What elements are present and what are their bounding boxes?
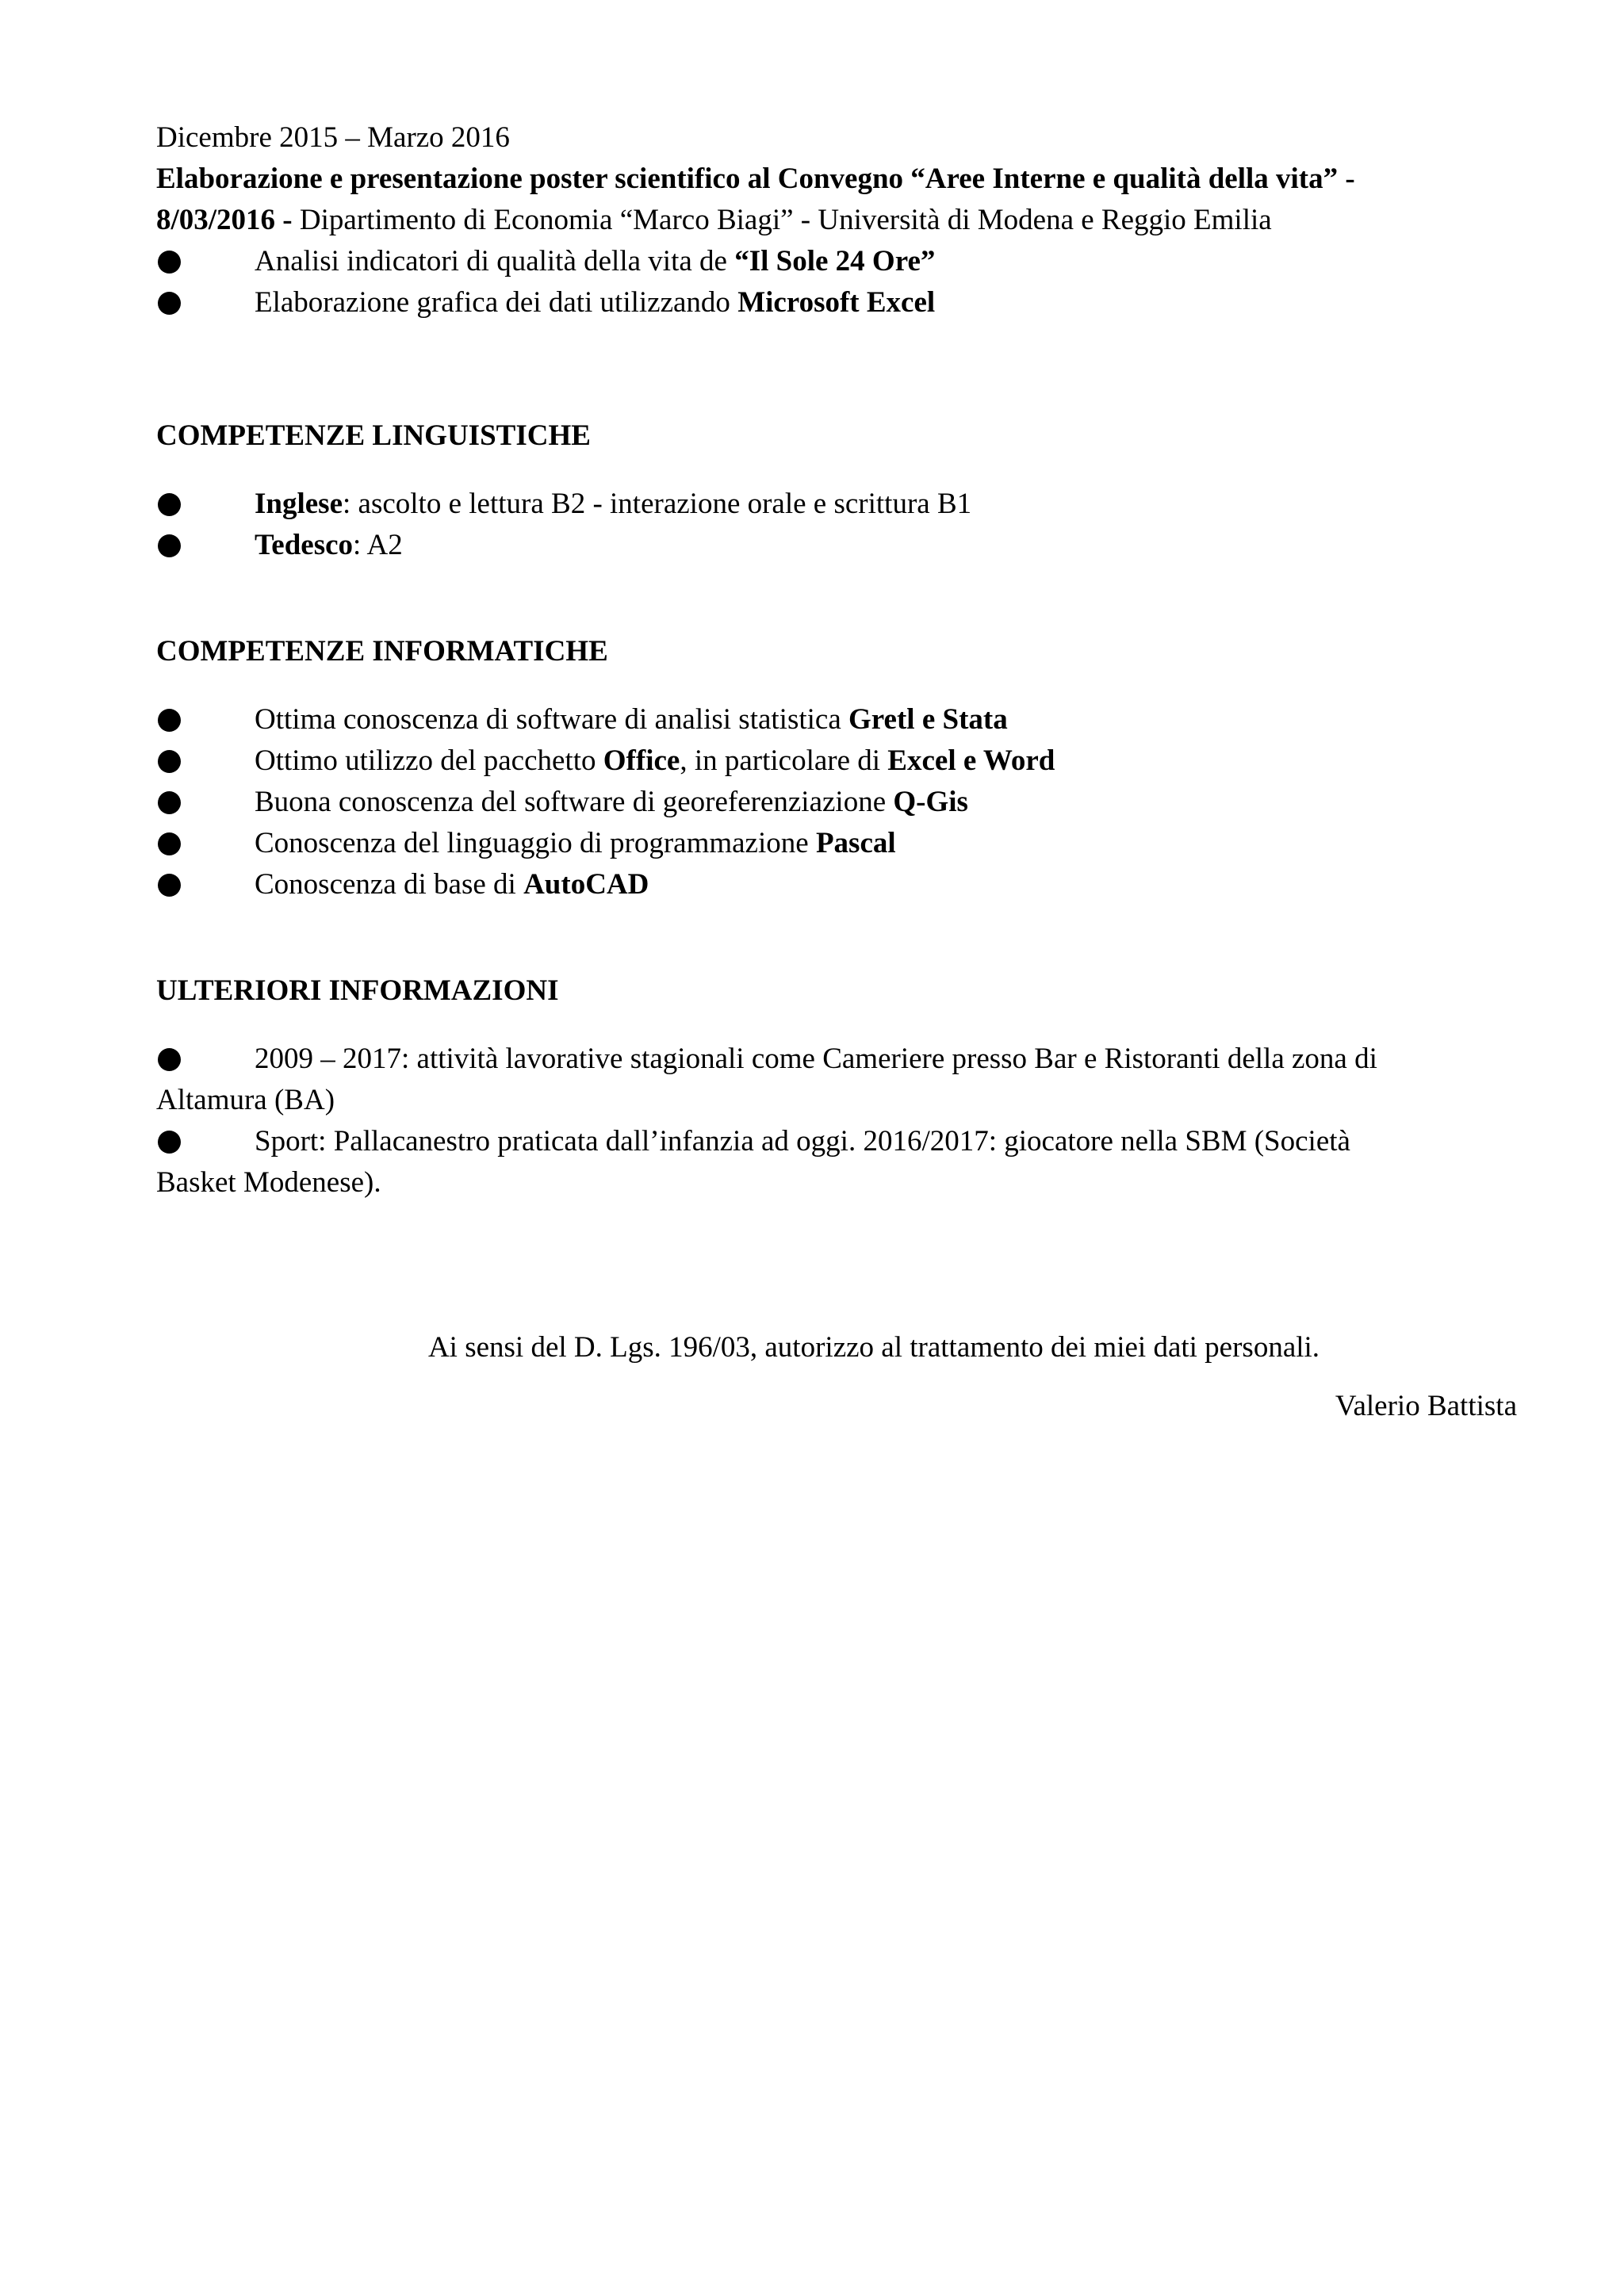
bullet-icon (158, 251, 181, 274)
experience-title-date: 8/03/2016 - (156, 204, 293, 236)
list-item: Ottimo utilizzo del pacchetto Office, in particolare di Excel e Word (156, 740, 1520, 782)
bullet-icon (158, 292, 181, 315)
privacy-statement: Ai sensi del D. Lgs. 196/03, autorizzo al trattamento dei miei dati personali. (427, 1331, 1320, 1364)
experience-subtitle (156, 200, 1520, 241)
bullet-icon (158, 709, 181, 732)
section-heading-languages: COMPETENZE LINGUISTICHE (156, 419, 591, 452)
bullet-icon (158, 493, 181, 516)
list-item: Tedesco: A2 (156, 525, 1520, 566)
experience-date: Dicembre 2015 – Marzo 2016 (156, 121, 510, 154)
bullet-icon (158, 750, 181, 773)
list-item: Sport: Pallacanestro praticata dall’infanzia ad oggi. 2016/2017: giocatore nella SBM (Società (156, 1121, 1520, 1162)
list-item: Elaborazione grafica dei dati utilizzando Microsoft Excel (156, 282, 1520, 323)
bullet-icon (158, 832, 181, 855)
experience-title (156, 159, 1520, 200)
list-item: Conoscenza del linguaggio di programmazione Pascal (156, 823, 1520, 864)
experience-title-line1: Elaborazione e presentazione poster scientifico al Convegno “Aree Interne e qualità della vita” - (156, 163, 1355, 195)
list-item: 2009 – 2017: attività lavorative stagionali come Cameriere presso Bar e Ristoranti della zona di (156, 1039, 1520, 1080)
section-heading-further-info: ULTERIORI INFORMAZIONI (156, 974, 559, 1007)
bullet-icon (158, 791, 181, 814)
list-item: Ottima conoscenza di software di analisi statistica Gretl e Stata (156, 699, 1520, 740)
experience-location: Dipartimento di Economia “Marco Biagi” - Università di Modena e Reggio Emilia (292, 204, 1272, 236)
list-item: Inglese: ascolto e lettura B2 - interazione orale e scrittura B1 (156, 484, 1520, 525)
bullet-icon (158, 534, 181, 557)
cv-page: Dicembre 2015 – Marzo 2016 Elaborazione e presentazione poster scientifico al Convegno “Aree Interne e qualità della vita” - 8/03/2016 - Dipartimento di Economia “Marco Biagi” - Università di Modena e Reggio Emilia Analisi indicatori di qualità della vita de “Il Sole 24 Ore” Elaborazione grafica dei dati utilizzando Microsoft Excel COMPETENZE LINGUISTICHE Inglese: ascolto e lettura B2 - interazione orale e scrittura B1 Tedesco: A2 COMPETENZE INFORMATICHE Ottima conoscenza di software di analisi statistica Gretl e Stata Ottimo utilizzo del pacchetto Office, in particolare di Excel e Word Buona conoscenza del software di georeferenziazione Q-Gis Conoscenza del linguaggio di programmazione Pascal Conoscenza di base di AutoCAD ULTERIORI INFORMAZIONI 2009 – 2017: attività lavorative stagionali come Cameriere presso Bar e Ristoranti della zona di Altamura (BA) Sport: Pallacanestro praticata dall’infanzia ad oggi. 2016/2017: giocatore nella SBM (Società Basket Modenese). Ai sensi del D. Lgs. 196/03, autorizzo al trattamento dei miei dati personali. Valerio Battista (156, 117, 1520, 1427)
bullet-icon (158, 1048, 181, 1071)
list-item: Conoscenza di base di AutoCAD (156, 864, 1520, 905)
list-item: Analisi indicatori di qualità della vita de “Il Sole 24 Ore” (156, 241, 1520, 282)
signature: Valerio Battista (1335, 1390, 1517, 1422)
bullet-icon (158, 874, 181, 897)
list-item: Buona conoscenza del software di georeferenziazione Q-Gis (156, 782, 1520, 823)
section-heading-computer-skills: COMPETENZE INFORMATICHE (156, 635, 608, 668)
bullet-icon (158, 1131, 181, 1154)
